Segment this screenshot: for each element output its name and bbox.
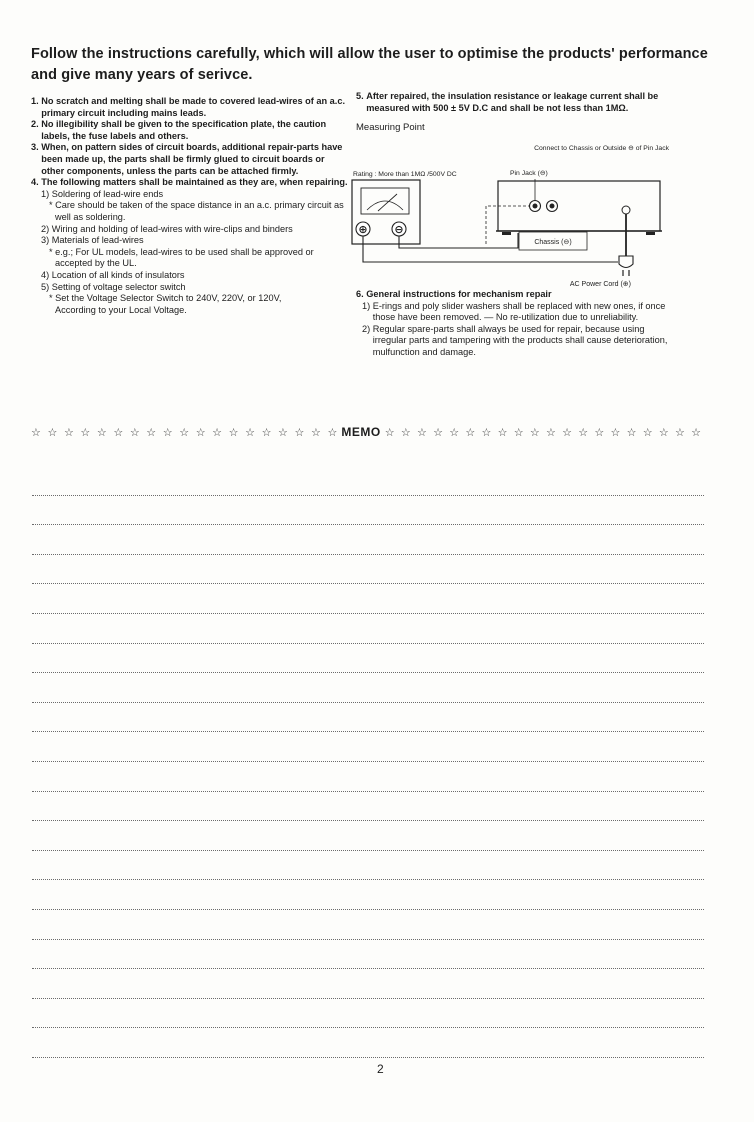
connect-label: Connect to Chassis or Outside ⊖ of Pin Jack: [534, 145, 669, 152]
memo-line: [32, 466, 704, 496]
item6-sub-2: [356, 324, 668, 359]
left-column: [31, 96, 349, 316]
power-plug: [619, 256, 633, 268]
instruction-item-2: [31, 119, 349, 142]
memo-line: [32, 584, 704, 614]
star-icon: ☆: [545, 426, 556, 439]
item4-sub-5-note-cont: According to your Local Voltage.: [55, 304, 187, 315]
star-icon: ☆: [416, 426, 427, 439]
chassis-label: Chassis (⊖): [534, 239, 572, 246]
pin-jack-2-center: [550, 204, 555, 209]
instruction-item-3: [31, 142, 349, 177]
star-icon: ☆: [31, 426, 41, 439]
item-number: 3.: [31, 142, 42, 153]
star-icon: ☆: [691, 426, 701, 439]
memo-stars-right: [385, 426, 701, 439]
star-icon: ☆: [80, 426, 91, 439]
star-icon: ☆: [195, 426, 206, 439]
chassis-foot-left: [502, 232, 511, 235]
star-icon: ☆: [245, 426, 255, 439]
star-icon: ☆: [449, 426, 460, 439]
item4-sub-1-note: * Care should be taken of the space distance in an a.c. primary circuit as well as soldering.: [49, 200, 344, 222]
memo-line: [32, 851, 704, 881]
star-icon: ☆: [162, 426, 173, 439]
pin-jack-label: Pin Jack (⊖): [510, 170, 548, 177]
lead-to-chassis: [399, 233, 518, 248]
memo-line: [32, 762, 704, 792]
memo-line: [32, 969, 704, 999]
item4-sub-2: 2) Wiring and holding of lead-wires with wire-clips and binders: [41, 223, 293, 234]
page-number: 2: [377, 1062, 384, 1076]
memo-line: [32, 732, 704, 762]
star-icon: ☆: [562, 426, 572, 439]
instruction-item-6: [356, 289, 668, 301]
star-icon: ☆: [261, 426, 272, 439]
memo-line: [32, 940, 704, 970]
star-icon: ☆: [433, 426, 443, 439]
star-icon: ☆: [594, 426, 605, 439]
item6-sub-1: [356, 301, 668, 324]
rating-label: Rating : More than 1MΩ /500V DC: [353, 171, 457, 178]
item4-sub-3: 3) Materials of lead-wires: [41, 235, 144, 246]
measuring-point-label: Measuring Point: [356, 122, 425, 134]
item4-sub-3-note: * e.g.; For UL models, lead-wires to be used shall be approved or accepted by the UL.: [49, 246, 314, 269]
item-number: 1.: [31, 96, 42, 106]
memo-line: [32, 555, 704, 585]
memo-line: [32, 614, 704, 644]
memo-lines: [32, 466, 704, 1058]
memo-line: [32, 910, 704, 940]
memo-stars-left: [31, 426, 337, 439]
item-text: The following matters shall be maintained as they are, when repairing.: [41, 177, 348, 188]
memo-line: [32, 644, 704, 674]
item4-sub-5-note: * Set the Voltage Selector Switch to 240V, 220V, or 120V,: [49, 293, 282, 304]
memo-line: [32, 703, 704, 733]
star-icon: ☆: [96, 426, 107, 439]
memo-line: [32, 525, 704, 555]
star-icon: ☆: [529, 426, 540, 439]
star-icon: ☆: [465, 426, 476, 439]
star-icon: ☆: [294, 426, 305, 439]
memo-line: [32, 821, 704, 851]
item-text: No illegibility shall be given to the specification plate, the caution labels, the fuse labels and others.: [41, 119, 327, 141]
item-number: 5.: [356, 91, 367, 101]
memo-label: MEMO: [341, 425, 381, 439]
item-title: General instructions for mechanism repair: [366, 289, 552, 299]
item-number: 4.: [31, 177, 42, 188]
instruction-item-4: [31, 177, 349, 189]
star-icon: ☆: [327, 426, 338, 439]
meter-minus-symbol: ⊖: [394, 224, 404, 236]
measuring-diagram: [350, 140, 690, 290]
memo-line: [32, 880, 704, 910]
sub-number: 1): [362, 300, 373, 311]
star-icon: ☆: [384, 426, 395, 439]
star-icon: ☆: [113, 426, 124, 439]
star-icon: ☆: [626, 426, 637, 439]
page-heading: Follow the instructions carefully, which will allow the user to optimise the products' performance and give many years of serivce.: [31, 46, 708, 83]
item-text: When, on pattern sides of circuit boards, additional repair-parts have been made up, the parts shall be firmly glued to circuit boards or other components, unless the parts can be attached firmly.: [41, 142, 343, 176]
star-icon: ☆: [278, 426, 288, 439]
sub-text: Regular spare-parts shall always be used for repair, because using irregular parts and tampering with the products shall cause deterioration, mulfunction and damage.: [372, 323, 668, 357]
item-text: After repaired, the insulation resistance or leakage current shall be measured with 500 ± 5V D.C and shall be not less than 1MΩ.: [366, 91, 659, 113]
pin-jack-1-center: [533, 204, 538, 209]
sub-number: 2): [362, 323, 373, 334]
star-icon: ☆: [228, 426, 239, 439]
star-icon: ☆: [129, 426, 140, 439]
item-number: 2.: [31, 119, 42, 130]
item4-sub-4: 4) Location of all kinds of insulators: [41, 269, 185, 280]
star-icon: ☆: [63, 426, 74, 439]
star-icon: ☆: [146, 426, 157, 439]
item6-block: [356, 289, 668, 359]
instruction-item-1: [31, 96, 349, 119]
star-icon: ☆: [610, 426, 621, 439]
device-chassis: [498, 181, 660, 231]
power-cord-label: AC Power Cord (⊕): [569, 281, 631, 288]
star-icon: ☆: [481, 426, 492, 439]
right-column: [356, 91, 668, 134]
meter-plus-symbol: ⊕: [358, 224, 368, 236]
chassis-foot-right: [646, 232, 655, 235]
memo-line: [32, 1028, 704, 1058]
sub-text: E-rings and poly slider washers shall be replaced with new ones, if once those have been removed. — No re-utilization due to unreliability.: [372, 300, 666, 323]
memo-header: [31, 424, 701, 440]
star-icon: ☆: [310, 426, 321, 439]
memo-line: [32, 792, 704, 822]
item-text: No scratch and melting shall be made to covered lead-wires of an a.c. primary circuit including mains leads.: [41, 96, 346, 118]
item-number: 6.: [356, 289, 367, 299]
star-icon: ☆: [212, 426, 223, 439]
star-icon: ☆: [658, 426, 669, 439]
star-icon: ☆: [47, 426, 58, 439]
star-icon: ☆: [400, 426, 411, 439]
memo-line: [32, 496, 704, 526]
star-icon: ☆: [674, 426, 685, 439]
star-icon: ☆: [179, 426, 190, 439]
instruction-item-5: [356, 91, 668, 114]
star-icon: ☆: [497, 426, 508, 439]
star-icon: ☆: [578, 426, 589, 439]
power-cord-grommet: [622, 206, 630, 214]
meter-needle: [378, 194, 397, 211]
item4-sub-5: 5) Setting of voltage selector switch: [41, 281, 186, 292]
memo-line: [32, 673, 704, 703]
item4-sub-1: 1) Soldering of lead-wire ends: [41, 188, 164, 199]
meter-scale-arc: [367, 201, 403, 210]
star-icon: ☆: [642, 426, 653, 439]
star-icon: ☆: [513, 426, 524, 439]
memo-line: [32, 999, 704, 1029]
